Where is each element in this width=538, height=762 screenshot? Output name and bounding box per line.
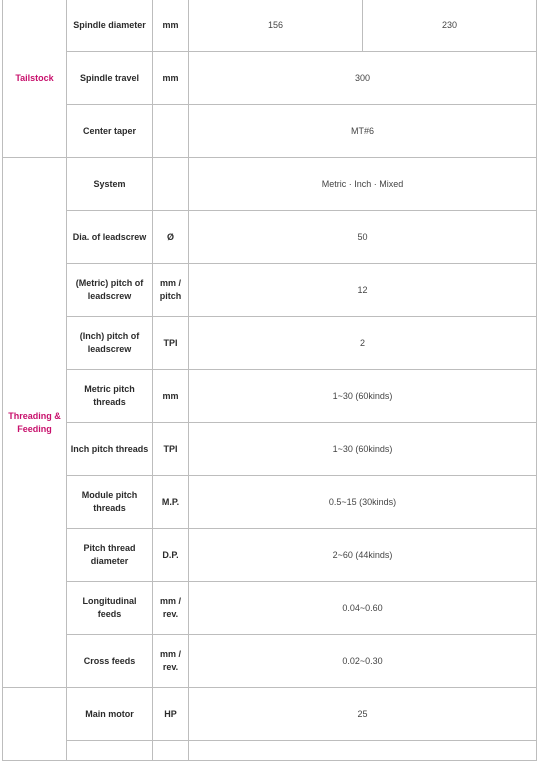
spec-item: Spindle diameter (67, 0, 153, 52)
spec-unit: mm (153, 370, 189, 423)
spec-value: MT#6 (189, 105, 537, 158)
spec-value: 12 (189, 264, 537, 317)
spec-unit: mm / rev. (153, 582, 189, 635)
spec-unit: M.P. (153, 476, 189, 529)
spec-unit: mm / pitch (153, 264, 189, 317)
spec-unit: HP (153, 688, 189, 741)
spec-unit: mm (153, 52, 189, 105)
spec-table (2, 0, 537, 761)
spec-value: 2 (189, 317, 537, 370)
spec-item: Spindle travel (67, 52, 153, 105)
table-row (3, 529, 537, 582)
spec-value (189, 741, 537, 761)
table-row (3, 688, 537, 741)
table-row (3, 423, 537, 476)
spec-unit (153, 741, 189, 761)
spec-item: Longitudinal feeds (67, 582, 153, 635)
spec-item (67, 741, 153, 761)
table-row (3, 211, 537, 264)
spec-value: 25 (189, 688, 537, 741)
spec-value: 1~30 (60kinds) (189, 370, 537, 423)
spec-value-2: 230 (363, 0, 537, 52)
table-row (3, 476, 537, 529)
spec-unit: TPI (153, 317, 189, 370)
spec-item: Pitch thread diameter (67, 529, 153, 582)
spec-item: Main motor (67, 688, 153, 741)
spec-value: 1~30 (60kinds) (189, 423, 537, 476)
table-row (3, 105, 537, 158)
category-tailstock: Tailstock (3, 0, 67, 158)
table-row (3, 317, 537, 370)
spec-item: Cross feeds (67, 635, 153, 688)
spec-value-1: 156 (189, 0, 363, 52)
category-motor (3, 688, 67, 761)
spec-item: System (67, 158, 153, 211)
spec-unit: TPI (153, 423, 189, 476)
spec-value: 2~60 (44kinds) (189, 529, 537, 582)
spec-item: Inch pitch threads (67, 423, 153, 476)
table-row (3, 635, 537, 688)
spec-item: Module pitch threads (67, 476, 153, 529)
spec-item: (Metric) pitch of leadscrew (67, 264, 153, 317)
spec-unit: Ø (153, 211, 189, 264)
table-row (3, 370, 537, 423)
spec-value: 50 (189, 211, 537, 264)
spec-value: Metric · Inch · Mixed (189, 158, 537, 211)
spec-unit (153, 105, 189, 158)
table-row (3, 0, 537, 52)
spec-value: 300 (189, 52, 537, 105)
table-row (3, 52, 537, 105)
spec-item: (Inch) pitch of leadscrew (67, 317, 153, 370)
spec-unit: D.P. (153, 529, 189, 582)
category-threading-feeding: Threading & Feeding (3, 158, 67, 688)
spec-value: 0.5~15 (30kinds) (189, 476, 537, 529)
spec-unit: mm / rev. (153, 635, 189, 688)
table-row (3, 741, 537, 761)
table-row (3, 158, 537, 211)
spec-value: 0.04~0.60 (189, 582, 537, 635)
spec-value: 0.02~0.30 (189, 635, 537, 688)
table-row (3, 582, 537, 635)
spec-item: Metric pitch threads (67, 370, 153, 423)
spec-item: Center taper (67, 105, 153, 158)
spec-unit: mm (153, 0, 189, 52)
spec-item: Dia. of leadscrew (67, 211, 153, 264)
spec-unit (153, 158, 189, 211)
table-row (3, 264, 537, 317)
